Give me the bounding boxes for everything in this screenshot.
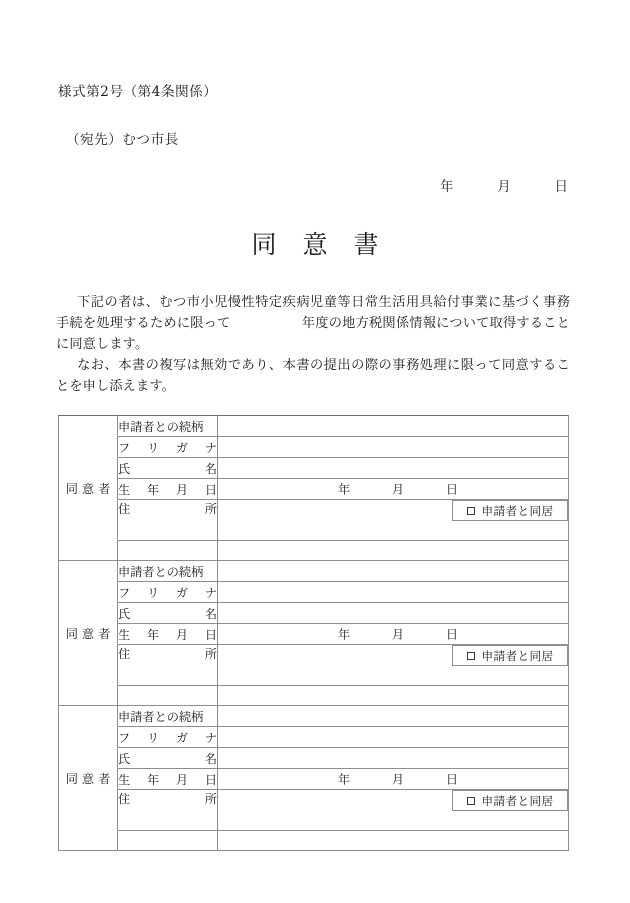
birthdate-char-2: 年 [146, 772, 160, 787]
furigana-char-1: フ [118, 730, 131, 745]
birthdate-char-4: 日 [204, 772, 217, 787]
cohabit-checkbox-cell-2[interactable] [452, 645, 568, 666]
birthdate-char-3: 月 [175, 482, 189, 497]
spacer-value-2 [218, 686, 569, 706]
address-char-2: 所 [204, 792, 217, 806]
cohabit-checkbox-cell-1[interactable] [452, 500, 568, 521]
furigana-char-3: ガ [175, 730, 189, 745]
table-row [59, 624, 569, 645]
table-row [59, 458, 569, 479]
furigana-char-4: ナ [204, 585, 217, 600]
table-row [59, 748, 569, 769]
birthdate-day-label: 日 [445, 772, 458, 787]
birthdate-char-2: 年 [146, 627, 160, 642]
cohabit-label: 申請者と同居 [481, 793, 554, 808]
birthdate-year-label: 年 [338, 482, 351, 497]
field-address-2[interactable] [218, 645, 569, 686]
furigana-char-1: フ [118, 440, 131, 455]
furigana-char-3: ガ [175, 440, 189, 455]
birthdate-char-1: 生 [118, 627, 131, 642]
field-address-1[interactable] [218, 500, 569, 541]
spacer-value-1 [218, 541, 569, 561]
birthdate-char-4: 日 [204, 627, 217, 642]
birthdate-day-label: 日 [445, 482, 458, 497]
spacer-value-3 [218, 831, 569, 851]
name-char-1: 氏 [118, 751, 131, 766]
label-furigana-2 [118, 582, 218, 603]
name-char-2: 名 [204, 751, 217, 766]
name-char-1: 氏 [118, 606, 131, 621]
date-month-label: 月 [497, 179, 511, 195]
furigana-char-2: リ [146, 730, 160, 745]
field-name-2[interactable] [218, 603, 569, 624]
table-row [59, 416, 569, 437]
label-birthdate-3 [118, 769, 218, 790]
table-row [59, 603, 569, 624]
field-birthdate-3[interactable] [218, 769, 569, 790]
address-char-1: 住 [118, 502, 131, 516]
birthdate-year-label: 年 [338, 772, 351, 787]
paragraph-1-part-1: 下記の者は、むつ市小児慢性特定疾病児童等日常生活用具給付事業に基づく事務手続を処理するために限って [56, 295, 570, 331]
label-address-2 [118, 645, 218, 686]
table-row [59, 645, 569, 686]
table-row [59, 686, 569, 706]
table-row [59, 706, 569, 727]
date-day-label: 日 [554, 179, 568, 195]
name-char-2: 名 [204, 606, 217, 621]
furigana-char-4: ナ [204, 730, 217, 745]
field-furigana-3[interactable] [218, 727, 569, 748]
table-row [59, 582, 569, 603]
field-name-3[interactable] [218, 748, 569, 769]
field-address-3[interactable] [218, 790, 569, 831]
consent-persons-table [58, 415, 569, 851]
checkbox-icon[interactable] [467, 797, 475, 805]
birthdate-year-label: 年 [338, 627, 351, 642]
cohabit-label: 申請者と同居 [481, 503, 554, 518]
furigana-char-2: リ [146, 440, 160, 455]
cohabit-checkbox-cell-3[interactable] [452, 790, 568, 811]
spacer-label-2 [118, 686, 218, 706]
label-furigana-3 [118, 727, 218, 748]
field-birthdate-1[interactable] [218, 479, 569, 500]
address-char-2: 所 [204, 502, 217, 516]
birthdate-char-3: 月 [175, 772, 189, 787]
table-row [59, 727, 569, 748]
field-furigana-1[interactable] [218, 437, 569, 458]
body-text [56, 292, 570, 397]
birthdate-char-1: 生 [118, 772, 131, 787]
field-birthdate-2[interactable] [218, 624, 569, 645]
cohabit-label: 申請者と同居 [481, 648, 554, 663]
paragraph-1-part-2: 年度の地方税関係情報について取得することに同意します。 [56, 316, 570, 352]
field-furigana-2[interactable] [218, 582, 569, 603]
table-row [59, 561, 569, 582]
table-row [59, 541, 569, 561]
table-body [59, 416, 569, 851]
addressee-line: （宛先）むつ市長 [66, 132, 179, 148]
label-name-1 [118, 458, 218, 479]
birthdate-char-1: 生 [118, 482, 131, 497]
checkbox-icon[interactable] [467, 507, 475, 515]
label-address-3 [118, 790, 218, 831]
table-row [59, 479, 569, 500]
furigana-char-3: ガ [175, 585, 189, 600]
label-name-3 [118, 748, 218, 769]
label-furigana-1 [118, 437, 218, 458]
owner-label-cell-3: 同意者 [59, 706, 118, 851]
furigana-char-4: ナ [204, 440, 217, 455]
table-row [59, 769, 569, 790]
label-birthdate-2 [118, 624, 218, 645]
birthdate-ymd-line-3 [338, 771, 458, 788]
spacer-label-1 [118, 541, 218, 561]
address-char-2: 所 [204, 647, 217, 661]
label-birthdate-1 [118, 479, 218, 500]
furigana-char-2: リ [146, 585, 160, 600]
checkbox-icon[interactable] [467, 652, 475, 660]
label-name-2 [118, 603, 218, 624]
field-relationship-1[interactable] [218, 416, 569, 437]
label-relationship-2: 申請者との続柄 [118, 561, 218, 582]
label-relationship-1: 申請者との続柄 [118, 416, 218, 437]
owner-label-cell-2: 同意者 [59, 561, 118, 706]
birthdate-char-2: 年 [146, 482, 160, 497]
birthdate-ymd-line-2 [338, 626, 458, 643]
owner-label-cell-1: 同意者 [59, 416, 118, 561]
field-name-1[interactable] [218, 458, 569, 479]
field-relationship-3[interactable] [218, 706, 569, 727]
birthdate-ymd-line-1 [338, 481, 458, 498]
page-title: 同意書 [251, 230, 405, 259]
date-line [440, 175, 568, 195]
name-char-1: 氏 [118, 461, 131, 476]
label-address-1 [118, 500, 218, 541]
field-relationship-2[interactable] [218, 561, 569, 582]
date-year-label: 年 [440, 179, 454, 195]
birthdate-month-label: 月 [391, 627, 405, 642]
birthdate-month-label: 月 [391, 482, 405, 497]
form-number: 様式第2号（第4条関係） [58, 84, 218, 100]
birthdate-char-4: 日 [204, 482, 217, 497]
address-char-1: 住 [118, 792, 131, 806]
spacer-label-3 [118, 831, 218, 851]
name-char-2: 名 [204, 461, 217, 476]
address-char-1: 住 [118, 647, 131, 661]
birthdate-month-label: 月 [391, 772, 405, 787]
furigana-char-1: フ [118, 585, 131, 600]
paragraph-2: なお、本書の複写は無効であり、本書の提出の際の事務処理に限って同意することを申し添えます。 [56, 358, 570, 394]
table-row [59, 790, 569, 831]
label-relationship-3: 申請者との続柄 [118, 706, 218, 727]
table-row [59, 831, 569, 851]
birthdate-char-3: 月 [175, 627, 189, 642]
birthdate-day-label: 日 [445, 627, 458, 642]
table-row [59, 500, 569, 541]
table-row [59, 437, 569, 458]
paragraph-1 [56, 292, 570, 355]
